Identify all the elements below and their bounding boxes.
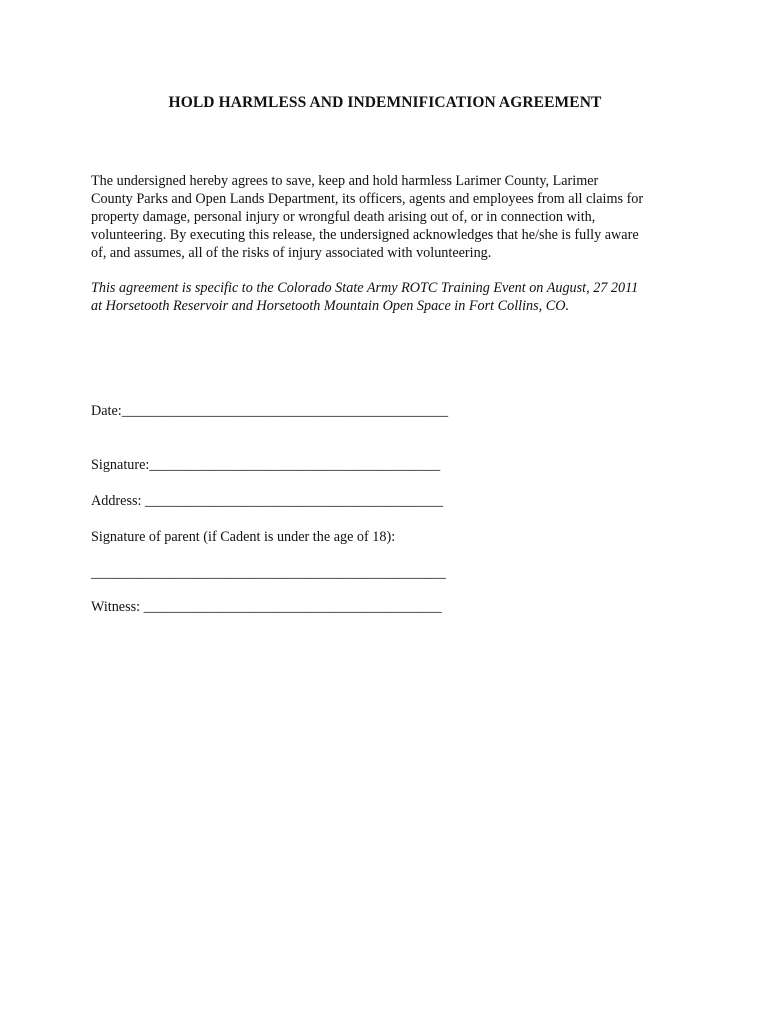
paragraph-line: at Horsetooth Reservoir and Horsetooth Mountain Open Space in Fort Collins, CO. <box>91 298 570 314</box>
paragraph-line: of, and assumes, all of the risks of injury associated with volunteering. <box>91 245 492 261</box>
event-specific-paragraph <box>91 279 691 315</box>
paragraph-line: volunteering. By executing this release, the undersigned acknowledges that he/she is fully aware <box>91 227 639 243</box>
paragraph-line: This agreement is specific to the Colorado State Army ROTC Training Event on August, 27 2011 <box>91 280 639 296</box>
document-title: HOLD HARMLESS AND INDEMNIFICATION AGREEMENT <box>168 94 602 111</box>
signature-field[interactable]: Signature:_________________________________________ <box>91 457 441 473</box>
parent-signature-label: Signature of parent (if Cadent is under the age of 18): <box>91 529 396 545</box>
paragraph-line: property damage, personal injury or wrongful death arising out of, or in connection with, <box>91 209 596 225</box>
release-paragraph <box>91 172 691 262</box>
paragraph-line: County Parks and Open Lands Department, its officers, agents and employees from all claims for <box>91 191 644 207</box>
date-field[interactable]: Date:______________________________________________ <box>91 403 449 419</box>
witness-field[interactable]: Witness: __________________________________________ <box>91 599 442 615</box>
parent-signature-line[interactable]: __________________________________________________ <box>91 565 446 581</box>
paragraph-line: The undersigned hereby agrees to save, keep and hold harmless Larimer County, Larimer <box>91 173 599 189</box>
address-field[interactable]: Address: __________________________________________ <box>91 493 443 509</box>
